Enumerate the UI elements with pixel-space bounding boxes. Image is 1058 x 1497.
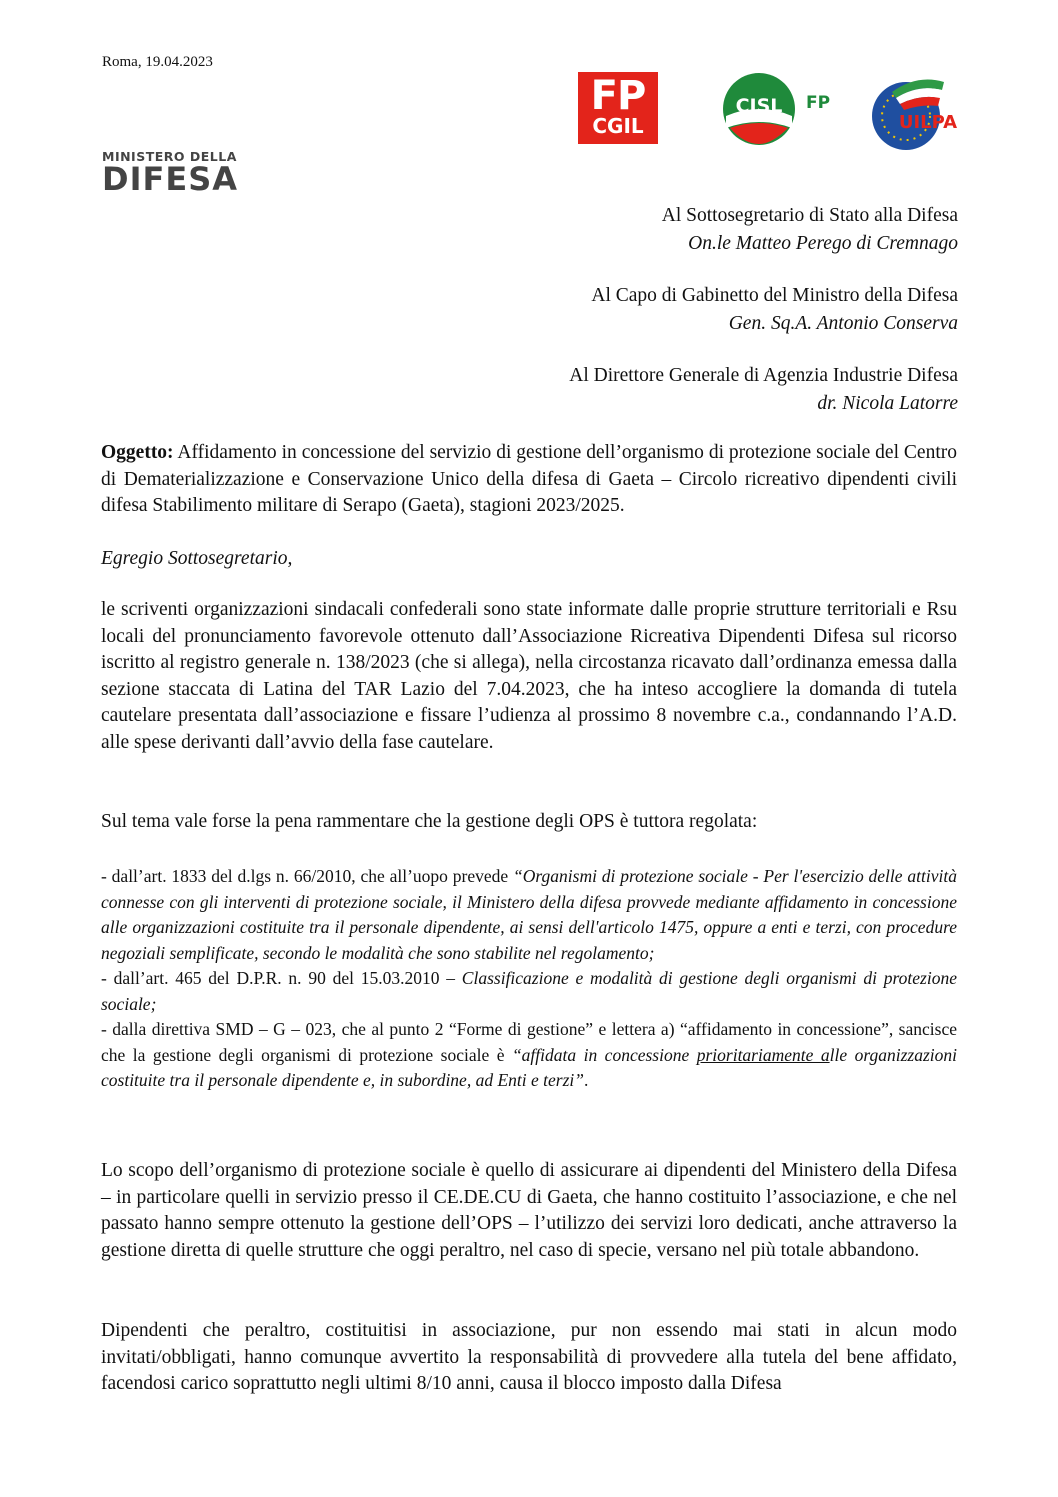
list-item-lead: - dalla direttiva SMD – G – 023, che al punto 2 “Forme di gestione” e lettera a) “affidamento in concessione”, sancisce che la gestione degli organismi di protezione sociale è <box>101 1019 957 1065</box>
cisl-fp-text: FP <box>805 93 831 113</box>
list-item-lead: - dall’art. 465 del D.P.R. n. 90 del 15.03.2010 – <box>101 968 462 988</box>
subject-text: Affidamento in concessione del servizio di gestione dell’organismo di protezione sociale del Centro di Dematerializzazione e Conservazione Unico della difesa di Gaeta – Circolo ricreativo dipendenti civili difesa Stabilimento militare di Serapo (Gaeta), stagioni 2023/2025. <box>101 442 957 516</box>
list-item-lead: - dall’art. 1833 del d.lgs n. 66/2010, che all’uopo prevede <box>101 866 513 886</box>
recipient-2-name: Gen. Sq.A. Antonio Conserva <box>728 313 958 334</box>
list-item <box>101 864 957 966</box>
cisl-logo-text: CISL <box>735 95 783 117</box>
list-item <box>101 1017 957 1094</box>
recipient-1-name: On.le Matteo Perego di Cremnago <box>688 233 958 254</box>
body-paragraph-4: Dipendenti che peraltro, costituitisi in associazione, pur non essendo mai stati in alcun modo invitati/obbligati, hanno comunque avvertito la responsabilità di provvedere alla tutela del bene affidato, facendosi carico soprattutto negli ultimi 8/10 anni, causa il blocco imposto dalla Difesa <box>101 1320 957 1394</box>
body-paragraph-3: Lo scopo dell’organismo di protezione sociale è quello di assicurare ai dipendenti del Ministero della Difesa – in particolare quelli in servizio presso il CE.DE.CU di Gaeta, che hanno costituito l’associazione, e che nel passato hanno sempre ottenuto la gestione dell’OPS – l’utilizzo dei servizi loro dedicati, anche attraverso la gestione diretta di quelle strutture che oggi peraltro, nel caso di specie, versano nel più totale abbandono. <box>101 1160 957 1261</box>
list-item-end: . <box>583 1070 589 1090</box>
fp-cgil-logo-top: FP <box>590 73 646 119</box>
subject-label: Oggetto: <box>101 442 174 463</box>
list-item-underlined: prioritariamente a <box>696 1044 830 1065</box>
body-paragraph-2: Sul tema vale forse la pena rammentare che la gestione degli OPS è tuttora regolata: <box>101 811 758 832</box>
recipient-3-title: Al Direttore Generale di Agenzia Industrie Difesa <box>569 365 958 386</box>
cisl-fp-logo <box>722 72 840 146</box>
recipient-3 <box>569 362 958 418</box>
ministry-line2: DIFESA <box>102 160 238 198</box>
list-item-quote-end: lle organizzazioni costituite tra il personale dipendente e, in subordine, ad Enti e terzi” <box>101 1044 957 1090</box>
recipient-2 <box>591 282 958 338</box>
regulation-list <box>101 864 957 1094</box>
list-item-quote: Classificazione e modalità di gestione degli organismi di protezione sociale; <box>101 968 957 1014</box>
ministry-logo <box>102 149 238 198</box>
recipient-3-name: dr. Nicola Latorre <box>817 393 958 414</box>
fp-cgil-logo <box>578 72 658 144</box>
subject-paragraph <box>101 440 957 520</box>
recipient-1 <box>662 202 958 258</box>
body-paragraph-1: le scriventi organizzazioni sindacali confederali sono state informate dalle proprie strutture territoriali e Rsu locali del pronunciamento favorevole ottenuto dall’Associazione Ricreativa Dipendenti Difesa sul ricorso iscritto al registro generale n. 138/2023 (che si allega), nella circostanza ricavato dall’ordinanza emessa dalla sezione staccata di Latina del TAR Lazio del 7.04.2023, che ha inteso accogliere la domanda di tutela cautelare presentata dall’associazione e fissare l’udienza al prossimo 8 novembre c.a., condannando l’A.D. alle spese derivanti dall’avvio della fase cautelare. <box>101 599 957 753</box>
letter-date: Roma, 19.04.2023 <box>102 54 213 70</box>
uilpa-text: UILPA <box>898 112 958 133</box>
fp-cgil-logo-bottom: CGIL <box>592 114 644 138</box>
list-item-quote: “Organismi di protezione sociale - Per l'esercizio delle attività connesse con gli interventi di protezione sociale, il Ministero della difesa provvede mediante affidamento in concessione alle organizzazioni costituite tra il personale dipendente, ai sensi dell'articolo 1475, oppure a enti e terzi, con procedure negoziali semplificate, secondo le modalità che sono stabilite nel regolamento; <box>101 866 957 963</box>
ministry-line1: MINISTERO DELLA <box>102 149 237 164</box>
recipient-1-title: Al Sottosegretario di Stato alla Difesa <box>661 205 958 226</box>
list-item-quote: “affidata in concessione <box>511 1044 697 1065</box>
uilpa-logo <box>862 72 958 152</box>
greeting: Egregio Sottosegretario, <box>101 548 293 569</box>
recipient-2-title: Al Capo di Gabinetto del Ministro della Difesa <box>591 285 958 306</box>
list-item <box>101 966 957 1017</box>
